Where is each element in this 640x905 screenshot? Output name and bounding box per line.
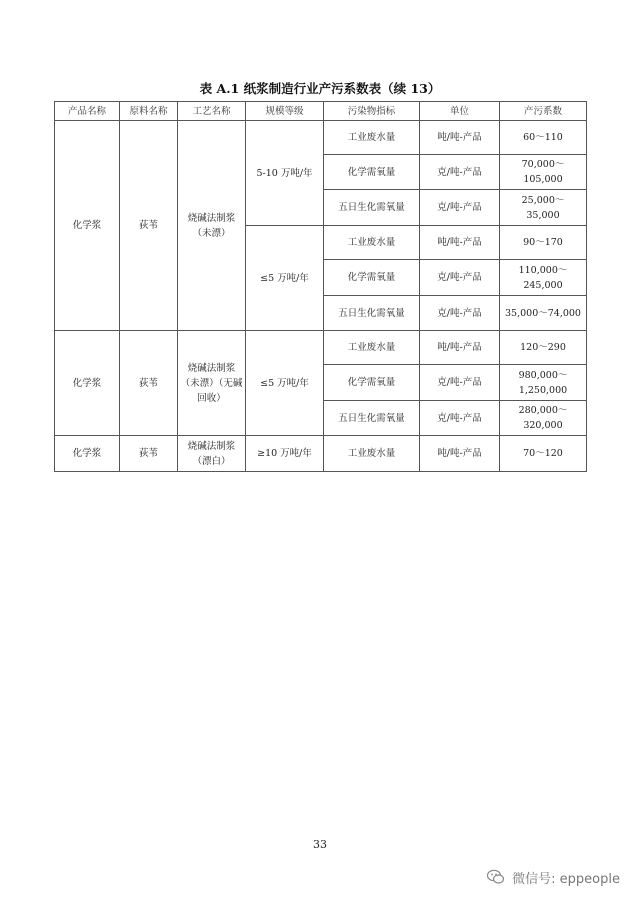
column-header-material: 原料名称: [120, 102, 178, 121]
coefficient-cell: 25,000～ 35,000: [500, 190, 587, 226]
wechat-watermark: [486, 866, 620, 888]
column-header-coefficient: 产污系数: [500, 102, 587, 121]
table-header-row: [55, 102, 587, 121]
watermark-text: 微信号: eppeople: [512, 871, 620, 887]
process-cell: 烧碱法制浆（漂白）: [178, 436, 246, 472]
unit-cell: 克/吨-产品: [420, 296, 500, 331]
pollution-coefficient-table: [54, 101, 587, 472]
scale-cell: ≤5 万吨/年: [246, 331, 324, 436]
indicator-cell: 五日生化需氧量: [324, 401, 420, 436]
table-row: [55, 331, 587, 365]
indicator-cell: 工业废水量: [324, 226, 420, 260]
unit-cell: 克/吨-产品: [420, 401, 500, 436]
scale-cell: ≤5 万吨/年: [246, 226, 324, 331]
unit-cell: 克/吨-产品: [420, 190, 500, 226]
unit-cell: 克/吨-产品: [420, 365, 500, 401]
indicator-cell: 五日生化需氧量: [324, 296, 420, 331]
material-cell: 荻苇: [120, 436, 178, 472]
column-header-product: 产品名称: [55, 102, 120, 121]
unit-cell: 克/吨-产品: [420, 155, 500, 190]
column-header-unit: 单位: [420, 102, 500, 121]
column-header-process: 工艺名称: [178, 102, 246, 121]
unit-cell: 吨/吨-产品: [420, 226, 500, 260]
coefficient-cell: 980,000～ 1,250,000: [500, 365, 587, 401]
process-cell: 烧碱法制浆（未漂）（无碱回收）: [178, 331, 246, 436]
table-title: 表 A.1 纸浆制造行业产污系数表（续 13）: [199, 81, 441, 96]
scale-cell: ≥10 万吨/年: [246, 436, 324, 472]
table-row: [55, 121, 587, 155]
wechat-icon: [486, 867, 506, 887]
unit-cell: 吨/吨-产品: [420, 331, 500, 365]
coefficient-cell: 35,000～74,000: [500, 296, 587, 331]
unit-cell: 克/吨-产品: [420, 260, 500, 296]
coefficient-cell: 120～290: [500, 331, 587, 365]
page-number: 33: [313, 838, 327, 851]
column-header-indicator: 污染物指标: [324, 102, 420, 121]
indicator-cell: 化学需氧量: [324, 155, 420, 190]
coefficient-cell: 90～170: [500, 226, 587, 260]
unit-cell: 吨/吨-产品: [420, 436, 500, 472]
indicator-cell: 化学需氧量: [324, 365, 420, 401]
coefficient-cell: 60～110: [500, 121, 587, 155]
material-cell: 荻苇: [120, 331, 178, 436]
coefficient-cell: 110,000～245,000: [500, 260, 587, 296]
indicator-cell: 化学需氧量: [324, 260, 420, 296]
coefficient-cell: 70,000～105,000: [500, 155, 587, 190]
coefficient-cell: 280,000～320,000: [500, 401, 587, 436]
unit-cell: 吨/吨-产品: [420, 121, 500, 155]
scale-cell: 5-10 万吨/年: [246, 121, 324, 226]
indicator-cell: 工业废水量: [324, 436, 420, 472]
coefficient-cell: 70～120: [500, 436, 587, 472]
process-cell: 烧碱法制浆（未漂）: [178, 121, 246, 331]
indicator-cell: 工业废水量: [324, 331, 420, 365]
material-cell: 荻苇: [120, 121, 178, 331]
product-cell: 化学浆: [55, 436, 120, 472]
product-cell: 化学浆: [55, 331, 120, 436]
product-cell: 化学浆: [55, 121, 120, 331]
column-header-scale: 规模等级: [246, 102, 324, 121]
indicator-cell: 工业废水量: [324, 121, 420, 155]
indicator-cell: 五日生化需氧量: [324, 190, 420, 226]
table-row: [55, 436, 587, 472]
